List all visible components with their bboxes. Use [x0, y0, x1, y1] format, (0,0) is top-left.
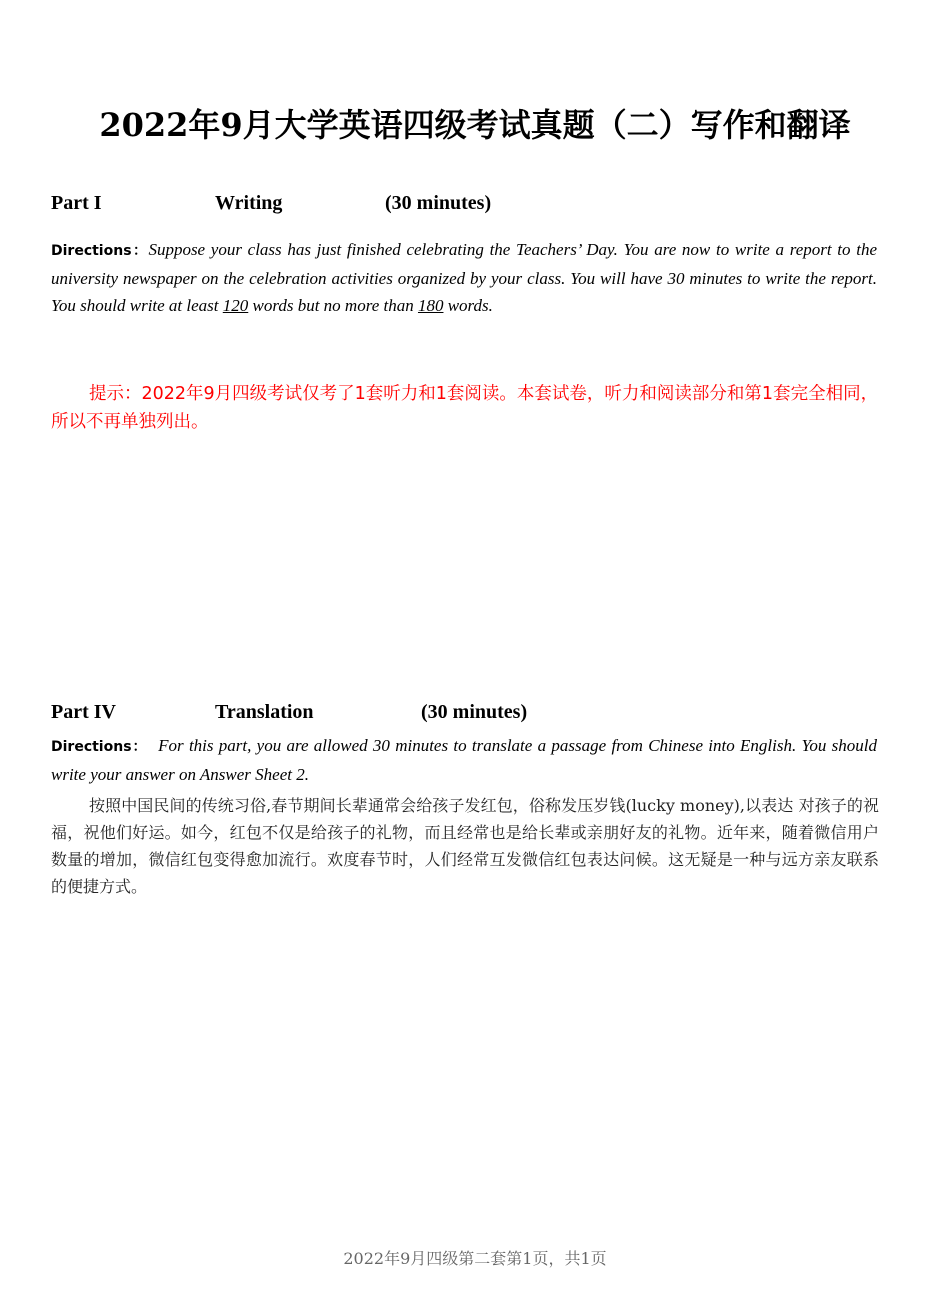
directions-text-b: words but no more than	[248, 296, 418, 315]
part-4-directions	[51, 732, 877, 788]
directions-label: Directions：	[51, 243, 149, 259]
translation-passage: 按照中国民间的传统习俗,春节期间长辈通常会给孩子发红包，俗称发压岁钱(lucky money),以表达 对孩子的祝福，祝他们好运。如今，红包不仅是给孩子的礼物，而且经常也是给长辈或亲朋好友的礼物。近年来，随着微信用户数量的增加，微信红包变得愈加流行。欢度春节时，人们经常互发微信红包表达问候。这无疑是一种与远方亲友联系的便捷方式。	[51, 796, 879, 896]
part-4-name: Translation	[215, 701, 314, 723]
directions-text: For this part, you are allowed 30 minutes to translate a passage from Chinese into English. You should write your answer on Answer Sheet 2.	[51, 736, 877, 784]
part-1-directions	[51, 236, 877, 319]
part-1-time: (30 minutes)	[385, 192, 492, 214]
part-1-number: Part I	[51, 192, 102, 214]
exam-hint-note: 提示：2022年9月四级考试仅考了1套听力和1套阅读。本套试卷，听力和阅读部分和第1套完全相同，所以不再单独列出。	[51, 384, 879, 432]
page-footer: 2022年9月四级第二套第1页，共1页	[343, 1249, 607, 1268]
part-1-name: Writing	[215, 192, 283, 214]
max-words: 180	[417, 296, 444, 315]
min-words: 120	[222, 296, 249, 315]
directions-text-c: words.	[443, 296, 493, 315]
part-4-number: Part IV	[51, 701, 116, 723]
part-4-time: (30 minutes)	[421, 701, 528, 723]
directions-text-a: Suppose your class has just finished celebrating the Teachers’ Day. You are now to write a report to the university newspaper on the celebration activities organized by your class. You will have 30 minutes to write the report. You should write at least	[51, 240, 877, 315]
directions-label: Directions：	[51, 739, 148, 755]
page-title: 2022年9月大学英语四级考试真题（二）写作和翻译	[99, 106, 851, 144]
